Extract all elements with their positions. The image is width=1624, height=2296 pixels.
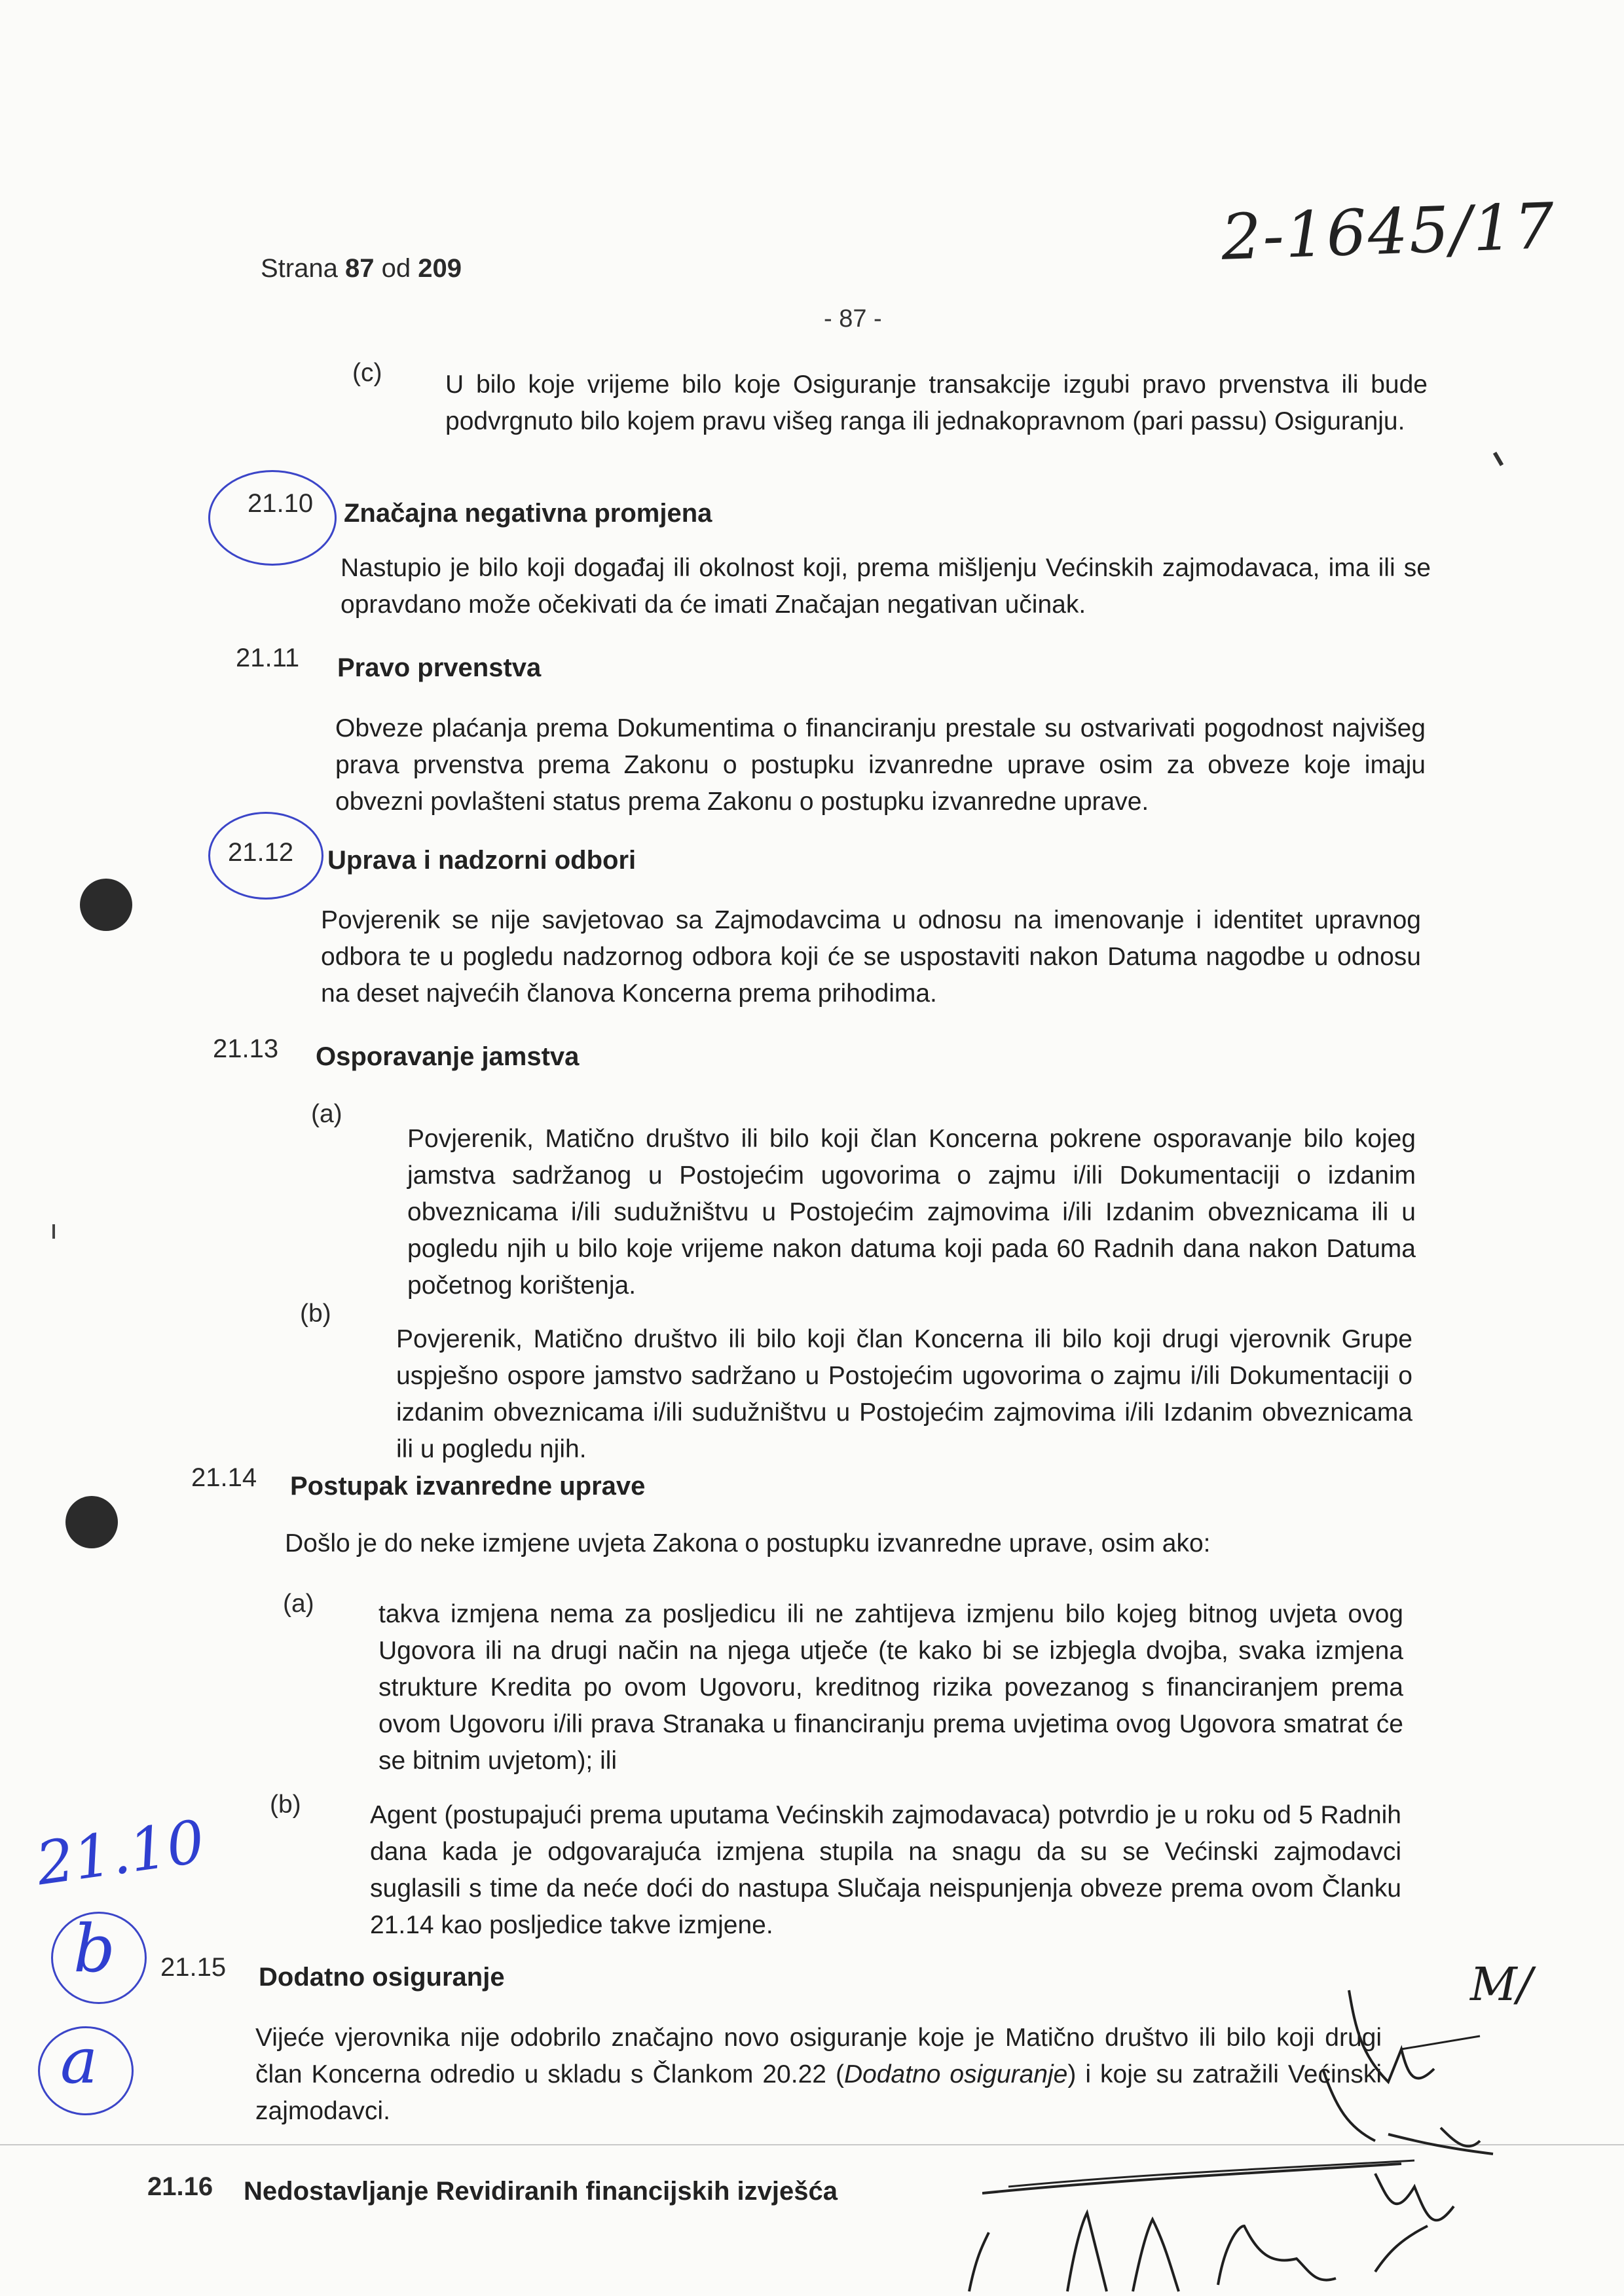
section-number-2111: 21.11 [236, 644, 300, 672]
section-title-2111: Pravo prvenstva [337, 653, 542, 682]
section-title-2114: Postupak izvanredne uprave [290, 1472, 646, 1501]
section-title-2113: Osporavanje jamstva [316, 1042, 580, 1071]
section-title-2110: Značajna negativna promjena [344, 499, 712, 528]
page-counter: Strana 87 od 209 [261, 254, 462, 283]
item-2113-a-text: Povjerenik, Matično društvo ili bilo koji član Koncerna pokrene osporavanje bilo kojeg jamstva sadržanog u Postojećim ugovorima o zajmu i/ili Dokumentaciji o izdanim obveznicama i/ili sudužništvu u Postojećim zajmovima i/ili Izdanim obveznicama ili u pogledu njih u bilo koje vrijeme nakon datuma koji pada 60 Radnih dana nakon Datuma početnog korištenja. [407, 1125, 1416, 1300]
section-title-2115: Dodatno osiguranje [259, 1963, 505, 1992]
section-title-2112: Uprava i nadzorni odbori [327, 846, 637, 875]
bottom-signatures [917, 2187, 1572, 2296]
section-intro-2114: Došlo je do neke izmjene uvjeta Zakona o postupku izvanredne uprave, osim ako: [285, 1529, 1211, 1558]
page-number-center: - 87 - [824, 305, 882, 333]
item-c-text: U bilo koje vrijeme bilo koje Osiguranje transakcije izgubi pravo prvenstva ili bude podvrgnuto bilo kojem pravu višeg ranga ili jednakopravnom (pari passu) Osiguranju. [445, 371, 1428, 435]
section-text-2110: Nastupio je bilo koji događaj ili okolnost koji, prema mišljenju Većinskih zajmodavaca, ima ili se opravdano može očekivati da će imati Značajan negativan učinak. [341, 554, 1431, 619]
section-title-2116: Nedostavljanje Revidiranih financijskih izvješća [244, 2177, 838, 2206]
punch-hole-top [80, 879, 132, 931]
section-number-2110: 21.10 [248, 489, 314, 518]
section-text-2111: Obveze plaćanja prema Dokumentima o financiranju prestale su ostvarivati pogodnost najvišeg prava prvenstva prema Zakonu o postupku izvanredne uprave osim za obveze koje imaju obvezni povlašteni status prema Zakonu o postupku izvanredne uprave. [335, 714, 1426, 816]
margin-note-b: b [73, 1910, 116, 1987]
item-2113-a-letter: (a) [311, 1100, 342, 1128]
item-2114-a-letter: (a) [283, 1590, 314, 1618]
stray-mark [1493, 452, 1504, 466]
item-2114-a-text: takva izmjena nema za posljedicu ili ne zahtijeva izmjenu bilo kojeg bitnog uvjeta ovog Ugovora ili na drugi način na njega utječe (te kako bi se izbjegla dvojba, svaka izmjena strukture Kredita po ovom Ugovoru, kreditnog rizika povezanog s financiranjem prema ovom Ugovoru i/ili prava Stranaka u financiranju prema uvjetima ovog Ugovora smatrat će se bitnim uvjetom); ili [378, 1600, 1403, 1775]
section-number-2112: 21.12 [228, 838, 294, 867]
handwritten-case-number: 2-1645/17 [1220, 189, 1557, 274]
margin-note-ref: 21.10 [31, 1807, 209, 1899]
punch-hole-bottom [65, 1496, 118, 1548]
item-c-letter: (c) [352, 359, 382, 387]
section-text-2115: Vijeće vjerovnika nije odobrilo značajno novo osiguranje koje je Matično društvo ili bilo koji drugi član Koncerna odredio u skladu s Člankom 20.22 (Dodatno osiguranje) i koje su zatražili Većinski zajmodavci. [255, 2024, 1382, 2125]
item-2113-b-text: Povjerenik, Matično društvo ili bilo koji član Koncerna ili bilo koji drugi vjerovnik Grupe uspješno ospore jamstvo sadržano u Postojećim ugovorima o zajmu i/ili Dokumentaciji o izdanim obveznicama i/ili sudužništvu u Postojećim zajmovima i/ili Izdanim obveznicama ili u pogledu njih. [396, 1325, 1412, 1463]
section-number-2114: 21.14 [191, 1463, 257, 1492]
section-text-2112: Povjerenik se nije savjetovao sa Zajmodavcima u odnosu na imenovanje i identitet upravnog odbora te u pogledu nadzornog odbora koji će se uspostaviti nakon Datuma nagodbe u odnosu na deset najvećih članova Koncerna prema prihodima. [321, 906, 1421, 1008]
item-2114-b-text: Agent (postupajući prema uputama Većinskih zajmodavaca) potvrdio je u roku od 5 Radnih dana kada je odgovarajuća izmjena stupila na snagu da su se Većinski zajmodavci suglasili s time da neće doći do nastupa Slučaja neispunjenja obveze prema ovom Članku 21.14 kao posljedice takve izmjene. [370, 1801, 1401, 1939]
section-number-2115: 21.15 [160, 1953, 227, 1982]
item-2113-b-letter: (b) [300, 1300, 331, 1328]
section-number-2116: 21.16 [147, 2172, 213, 2201]
stray-mark [52, 1224, 55, 1239]
margin-note-a: a [60, 2024, 98, 2098]
section-number-2113: 21.13 [213, 1034, 279, 1063]
handwritten-initials: M/ [1470, 1958, 1533, 2011]
item-2114-b-letter: (b) [270, 1791, 301, 1819]
